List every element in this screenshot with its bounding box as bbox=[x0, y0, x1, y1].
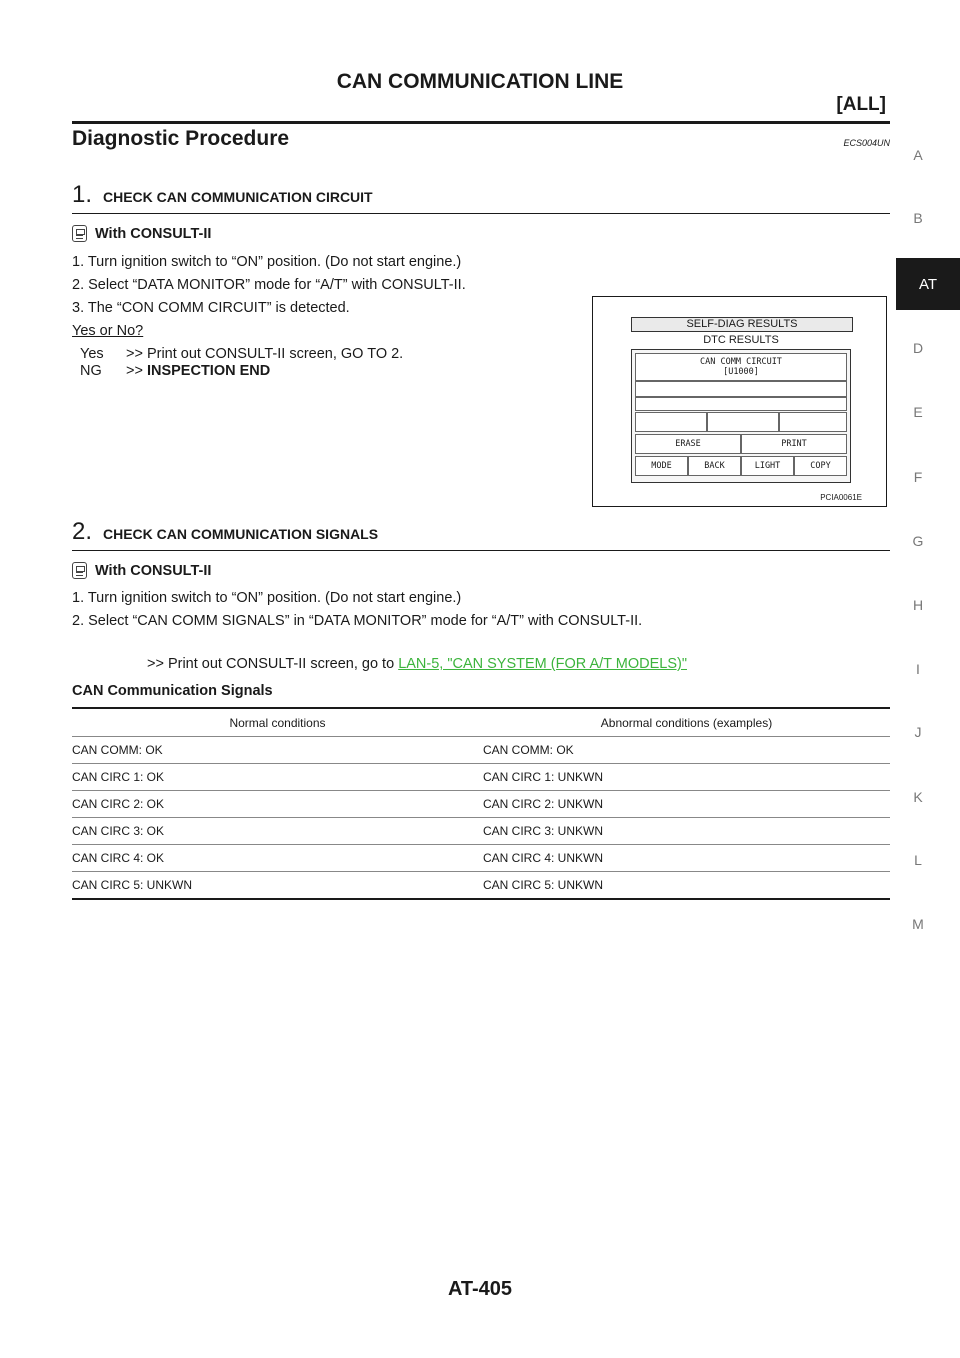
figure-code: PCIA0061E bbox=[820, 493, 862, 502]
table-cell-normal: CAN CIRC 5: UNKWN bbox=[72, 872, 483, 900]
step-1-answer-yes bbox=[80, 346, 403, 362]
side-index-g[interactable]: G bbox=[912, 533, 924, 549]
step-2-consult bbox=[72, 562, 211, 579]
table-cell-normal: CAN COMM: OK bbox=[72, 737, 483, 764]
answer-yes-key: Yes bbox=[80, 346, 104, 362]
answer-ng-key: NG bbox=[80, 363, 102, 379]
table-header-row bbox=[72, 708, 890, 737]
page-number: AT-405 bbox=[447, 1278, 513, 1300]
figure-blank-button-2 bbox=[707, 412, 779, 432]
table-row bbox=[72, 845, 890, 872]
table-cell-normal: CAN CIRC 2: OK bbox=[72, 791, 483, 818]
figure-empty-row-2 bbox=[635, 397, 847, 411]
step-1-number: 1. bbox=[72, 181, 93, 208]
figure-screen bbox=[631, 349, 851, 483]
figure-print-button: PRINT bbox=[741, 434, 847, 454]
side-index-m[interactable]: M bbox=[912, 916, 924, 932]
answer-ng-prefix: >> bbox=[126, 363, 147, 379]
table-header-abnormal: Abnormal conditions (examples) bbox=[483, 708, 890, 737]
side-index-a[interactable]: A bbox=[913, 147, 923, 163]
table-cell-normal: CAN CIRC 3: OK bbox=[72, 818, 483, 845]
figure-mode-button: MODE bbox=[635, 456, 688, 476]
side-index-i[interactable]: I bbox=[916, 661, 920, 677]
side-index-h[interactable]: H bbox=[912, 597, 924, 613]
step-2-item-2: 2. Select “CAN COMM SIGNALS” in “DATA MONITOR” mode for “A/T” with CONSULT-II. bbox=[72, 613, 643, 629]
consult-tool-icon bbox=[72, 225, 87, 242]
figure-empty-row-1 bbox=[635, 381, 847, 397]
side-index-b[interactable]: B bbox=[913, 210, 923, 226]
step-2-number: 2. bbox=[72, 518, 93, 545]
table-cell-abnormal: CAN CIRC 5: UNKWN bbox=[483, 872, 890, 900]
side-index-d[interactable]: D bbox=[912, 340, 924, 356]
figure-title-bar: SELF-DIAG RESULTS bbox=[631, 317, 853, 332]
table-row bbox=[72, 737, 890, 764]
procedure-code: ECS004UN bbox=[843, 138, 890, 148]
step-1-answer-ng bbox=[80, 363, 270, 379]
page-header-title: CAN COMMUNICATION LINE bbox=[336, 70, 624, 93]
figure-back-button: BACK bbox=[688, 456, 741, 476]
side-index-at-active[interactable]: AT bbox=[896, 258, 960, 310]
figure-light-button: LIGHT bbox=[741, 456, 794, 476]
table-cell-abnormal: CAN CIRC 1: UNKWN bbox=[483, 764, 890, 791]
step-2-consult-label: With CONSULT-II bbox=[95, 562, 212, 579]
lan-5-link[interactable]: LAN-5, "CAN SYSTEM (FOR A/T MODELS)" bbox=[398, 656, 687, 672]
step-1-item-2: 2. Select “DATA MONITOR” mode for “A/T” with CONSULT-II. bbox=[72, 277, 466, 293]
consult-screen-figure bbox=[592, 296, 887, 507]
table-header-normal: Normal conditions bbox=[72, 708, 483, 737]
table-cell-abnormal: CAN CIRC 4: UNKWN bbox=[483, 845, 890, 872]
step-1-item-1: 1. Turn ignition switch to “ON” position. (Do not start engine.) bbox=[72, 254, 462, 270]
consult-tool-icon bbox=[72, 562, 87, 579]
side-index-k[interactable]: K bbox=[913, 789, 923, 805]
table-cell-abnormal: CAN CIRC 2: UNKWN bbox=[483, 791, 890, 818]
table-cell-normal: CAN CIRC 1: OK bbox=[72, 764, 483, 791]
table-cell-abnormal: CAN CIRC 3: UNKWN bbox=[483, 818, 890, 845]
step-2-item-1: 1. Turn ignition switch to “ON” position. (Do not start engine.) bbox=[72, 590, 462, 606]
signals-table-title: CAN Communication Signals bbox=[72, 683, 273, 699]
side-index-j[interactable]: J bbox=[914, 724, 922, 740]
step-2-result bbox=[147, 656, 687, 672]
side-index-f[interactable]: F bbox=[913, 469, 923, 485]
figure-erase-button: ERASE bbox=[635, 434, 741, 454]
step-2-heading bbox=[72, 517, 890, 551]
table-cell-abnormal: CAN COMM: OK bbox=[483, 737, 890, 764]
figure-dtc-line-1: CAN COMM CIRCUIT bbox=[700, 357, 782, 367]
figure-dtc-line-2: [U1000] bbox=[723, 367, 759, 377]
signals-table bbox=[72, 707, 890, 900]
step-1-question: Yes or No? bbox=[72, 323, 144, 339]
figure-blank-button-1 bbox=[635, 412, 707, 432]
table-row bbox=[72, 872, 890, 900]
header-divider bbox=[72, 121, 890, 124]
step-1-title: CHECK CAN COMMUNICATION CIRCUIT bbox=[103, 189, 373, 205]
side-index-l[interactable]: L bbox=[914, 852, 922, 868]
answer-yes-text: >> Print out CONSULT-II screen, GO TO 2. bbox=[126, 346, 404, 362]
page-header-section: [ALL] bbox=[836, 94, 886, 115]
step-2-title: CHECK CAN COMMUNICATION SIGNALS bbox=[103, 526, 379, 542]
figure-blank-button-3 bbox=[779, 412, 847, 432]
step-1-heading bbox=[72, 180, 890, 214]
figure-dtc-cell bbox=[635, 353, 847, 381]
answer-ng-text: INSPECTION END bbox=[146, 363, 271, 379]
figure-subtitle: DTC RESULTS bbox=[703, 334, 779, 346]
table-cell-normal: CAN CIRC 4: OK bbox=[72, 845, 483, 872]
step-2-result-text: >> Print out CONSULT-II screen, go to bbox=[147, 656, 399, 672]
step-1-item-3: 3. The “CON COMM CIRCUIT” is detected. bbox=[72, 300, 350, 316]
side-index-e[interactable]: E bbox=[913, 404, 923, 420]
procedure-title: Diagnostic Procedure bbox=[72, 127, 290, 150]
table-row bbox=[72, 818, 890, 845]
step-1-consult bbox=[72, 225, 211, 242]
table-row bbox=[72, 764, 890, 791]
figure-copy-button: COPY bbox=[794, 456, 847, 476]
step-1-consult-label: With CONSULT-II bbox=[95, 225, 212, 242]
table-row bbox=[72, 791, 890, 818]
